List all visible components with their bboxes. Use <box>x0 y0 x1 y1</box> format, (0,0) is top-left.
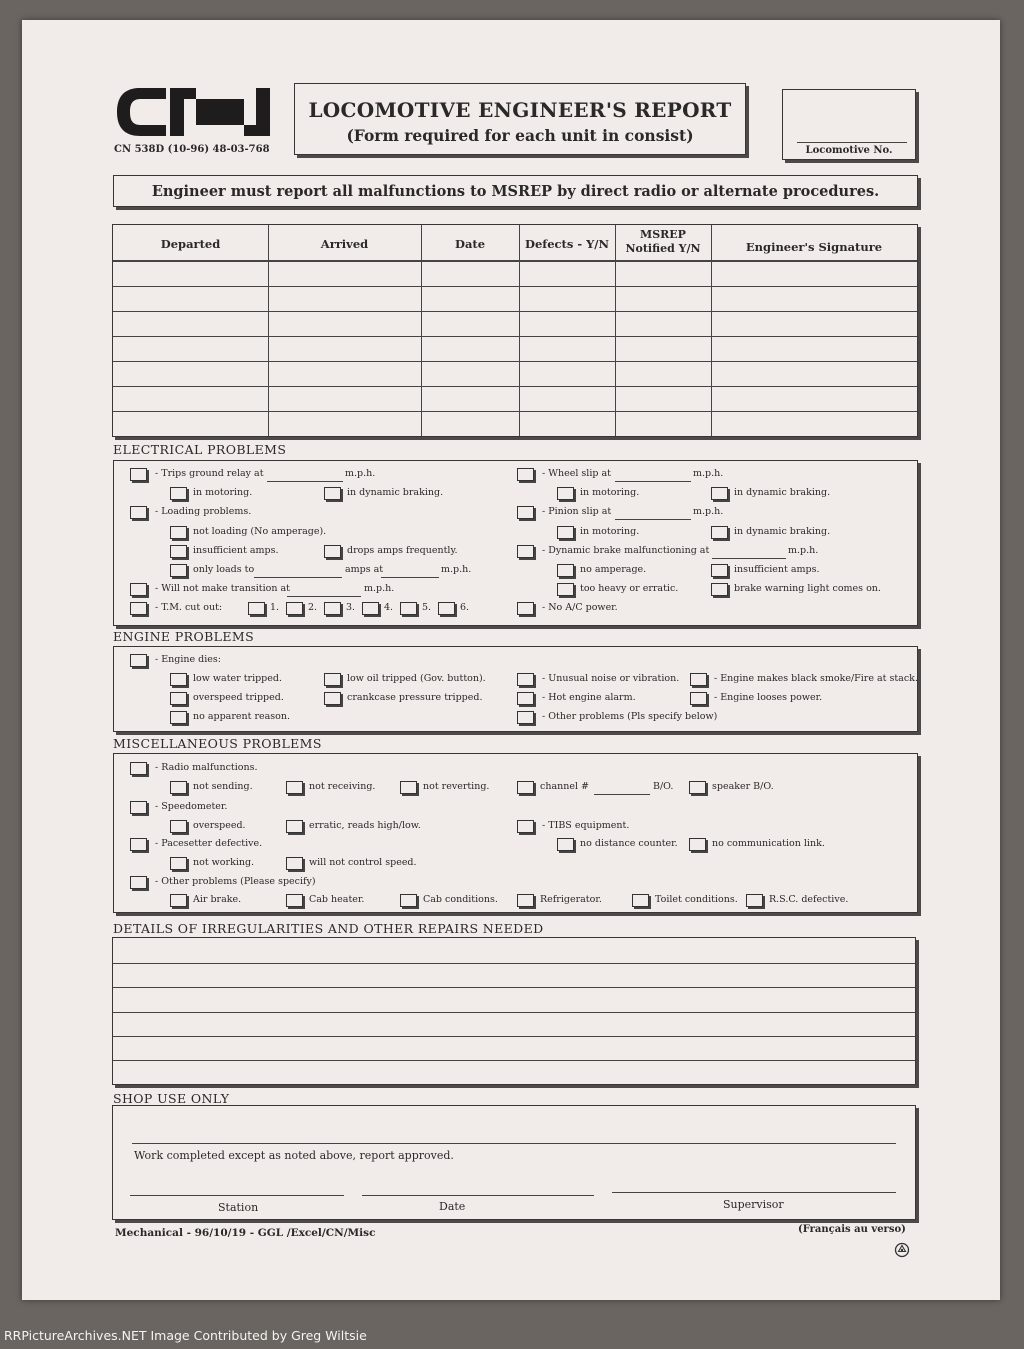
header-rule <box>113 260 917 262</box>
cab-conditions-checkbox[interactable] <box>400 894 417 907</box>
speaker-bo-label: speaker B/O. <box>712 781 774 792</box>
low-water-checkbox[interactable] <box>170 673 187 686</box>
date-field[interactable] <box>362 1195 594 1196</box>
air-brake-label: Air brake. <box>193 894 242 905</box>
table-divider <box>711 225 712 436</box>
misc-other-label: - Other problems (Please specify) <box>155 876 316 887</box>
engine-dies-label: - Engine dies: <box>155 654 221 665</box>
station-field[interactable] <box>130 1195 344 1196</box>
tm-5-checkbox[interactable] <box>400 602 417 615</box>
not-sending-label: not sending. <box>193 781 253 792</box>
in-dynamic-braking-label: in dynamic braking. <box>734 526 831 537</box>
no-ac-power-label: - No A/C power. <box>542 602 618 613</box>
supervisor-label: Supervisor <box>723 1198 784 1211</box>
speaker-bo-checkbox[interactable] <box>689 781 706 794</box>
will-not-control-label: will not control speed. <box>309 857 417 868</box>
wheel-slip-speed-field[interactable] <box>615 481 691 482</box>
table-row[interactable] <box>113 361 917 362</box>
no-apparent-reason-checkbox[interactable] <box>170 711 187 724</box>
details-line[interactable] <box>113 987 915 988</box>
wheel-slip-checkbox[interactable] <box>517 468 534 481</box>
pacesetter-checkbox[interactable] <box>130 838 147 851</box>
transition-checkbox[interactable] <box>130 583 147 596</box>
cab-heater-checkbox[interactable] <box>286 894 303 907</box>
dynamic-brake-speed-field[interactable] <box>712 558 786 559</box>
not-working-checkbox[interactable] <box>170 857 187 870</box>
looses-power-checkbox[interactable] <box>690 692 707 705</box>
cab-heater-label: Cab heater. <box>309 894 365 905</box>
pacesetter-label: - Pacesetter defective. <box>155 838 263 849</box>
too-heavy-checkbox[interactable] <box>557 583 574 596</box>
misc-section <box>113 753 918 913</box>
tibs-label: - TIBS equipment. <box>542 820 630 831</box>
report-title: LOCOMOTIVE ENGINEER'S REPORT <box>308 98 732 122</box>
overspeed-tripped-label: overspeed tripped. <box>193 692 284 703</box>
trips-ground-relay-label: - Trips ground relay at <box>155 468 264 479</box>
no-communication-checkbox[interactable] <box>689 838 706 851</box>
report-subtitle: (Form required for each unit in consist) <box>346 126 694 145</box>
tm-cut-out-checkbox[interactable] <box>130 602 147 615</box>
unusual-noise-label: - Unusual noise or vibration. <box>542 673 680 684</box>
details-line[interactable] <box>113 1036 915 1037</box>
mph-label: m.p.h. <box>788 545 819 556</box>
locomotive-number-box[interactable] <box>782 89 916 160</box>
brake-warning-label: brake warning light comes on. <box>734 583 881 594</box>
form-code: CN 538D (10-96) 48-03-768 <box>114 144 270 155</box>
speedometer-label: - Speedometer. <box>155 801 228 812</box>
crankcase-label: crankcase pressure tripped. <box>347 692 483 703</box>
no-communication-label: no communication link. <box>712 838 825 849</box>
no-amperage-checkbox[interactable] <box>557 564 574 577</box>
tm-6-checkbox[interactable] <box>438 602 455 615</box>
drops-amps-checkbox[interactable] <box>324 545 341 558</box>
footer-form-info: Mechanical - 96/10/19 - GGL /Excel/CN/Misc <box>115 1227 376 1239</box>
dynamic-insufficient-amps-checkbox[interactable] <box>711 564 728 577</box>
electrical-section <box>113 460 918 626</box>
table-row[interactable] <box>113 386 917 387</box>
msrep-banner <box>113 175 918 207</box>
not-loading-label: not loading (No amperage). <box>193 526 327 537</box>
channel-checkbox[interactable] <box>517 781 534 794</box>
ground-relay-dynamic-checkbox[interactable] <box>324 487 341 500</box>
dynamic-brake-label: - Dynamic brake malfunctioning at <box>542 545 710 556</box>
toilet-checkbox[interactable] <box>632 894 649 907</box>
no-apparent-reason-label: no apparent reason. <box>193 711 291 722</box>
no-distance-counter-checkbox[interactable] <box>557 838 574 851</box>
will-not-control-checkbox[interactable] <box>286 857 303 870</box>
pinion-slip-speed-field[interactable] <box>615 519 691 520</box>
recycle-icon <box>894 1242 910 1258</box>
table-divider <box>519 225 520 436</box>
drops-amps-label: drops amps frequently. <box>347 545 458 556</box>
engine-dies-checkbox[interactable] <box>130 654 147 667</box>
not-sending-checkbox[interactable] <box>170 781 187 794</box>
col-defects: Defects - Y/N <box>524 237 610 251</box>
unusual-noise-checkbox[interactable] <box>517 673 534 686</box>
mph-label: m.p.h. <box>693 468 724 479</box>
engine-other-problems-checkbox[interactable] <box>517 711 534 724</box>
tibs-checkbox[interactable] <box>517 820 534 833</box>
details-line[interactable] <box>113 963 915 964</box>
black-smoke-label: - Engine makes black smoke/Fire at stack. <box>714 673 918 684</box>
channel-number-field[interactable] <box>594 794 650 795</box>
details-line[interactable] <box>113 1012 915 1013</box>
tm-1-label: 1. <box>270 602 280 613</box>
low-water-label: low water tripped. <box>193 673 282 684</box>
air-brake-checkbox[interactable] <box>170 894 187 907</box>
col-msrep-notified: MSREP Notified Y/N <box>625 228 701 255</box>
in-motoring-label: in motoring. <box>193 487 253 498</box>
misc-other-checkbox[interactable] <box>130 876 147 889</box>
speedometer-checkbox[interactable] <box>130 801 147 814</box>
radio-label: - Radio malfunctions. <box>155 762 258 773</box>
rsc-checkbox[interactable] <box>746 894 763 907</box>
dynamic-insufficient-amps-label: insufficient amps. <box>734 564 820 575</box>
title-box <box>294 83 746 155</box>
erratic-label: erratic, reads high/low. <box>309 820 421 831</box>
tm-1-checkbox[interactable] <box>248 602 265 615</box>
mph-label: m.p.h. <box>441 564 472 575</box>
tm-2-label: 2. <box>308 602 318 613</box>
low-oil-checkbox[interactable] <box>324 673 341 686</box>
radio-checkbox[interactable] <box>130 762 147 775</box>
not-loading-checkbox[interactable] <box>170 526 187 539</box>
locomotive-number-line <box>797 142 907 143</box>
speedometer-overspeed-checkbox[interactable] <box>170 820 187 833</box>
table-divider <box>268 225 269 436</box>
supervisor-field[interactable] <box>612 1192 896 1193</box>
dynamic-brake-checkbox[interactable] <box>517 545 534 558</box>
no-distance-counter-label: no distance counter. <box>580 838 678 849</box>
overspeed-tripped-checkbox[interactable] <box>170 692 187 705</box>
ground-relay-motoring-checkbox[interactable] <box>170 487 187 500</box>
wheel-slip-label: - Wheel slip at <box>542 468 611 479</box>
engine-heading: ENGINE PROBLEMS <box>113 629 255 644</box>
wheel-slip-motoring-checkbox[interactable] <box>557 487 574 500</box>
misc-heading: MISCELLANEOUS PROBLEMS <box>113 736 322 751</box>
not-reverting-checkbox[interactable] <box>400 781 417 794</box>
amps-at-label: amps at <box>345 564 384 575</box>
trips-ground-relay-checkbox[interactable] <box>130 468 147 481</box>
tm-3-label: 3. <box>346 602 356 613</box>
col-date: Date <box>454 237 486 251</box>
in-motoring-label: in motoring. <box>580 487 640 498</box>
load-amps-field[interactable] <box>254 577 342 578</box>
pinion-slip-dynamic-checkbox[interactable] <box>711 526 728 539</box>
too-heavy-label: too heavy or erratic. <box>580 583 679 594</box>
not-receiving-checkbox[interactable] <box>286 781 303 794</box>
insufficient-amps-checkbox[interactable] <box>170 545 187 558</box>
col-arrived: Arrived <box>320 237 369 251</box>
table-row[interactable] <box>113 286 917 287</box>
black-smoke-checkbox[interactable] <box>690 673 707 686</box>
tm-4-label: 4. <box>384 602 394 613</box>
in-motoring-label: in motoring. <box>580 526 640 537</box>
table-row[interactable] <box>113 336 917 337</box>
tm-4-checkbox[interactable] <box>362 602 379 615</box>
no-ac-power-checkbox[interactable] <box>517 602 534 615</box>
approval-text: Work completed except as noted above, report approved. <box>134 1149 454 1162</box>
tm-5-label: 5. <box>422 602 432 613</box>
image-credit: RRPictureArchives.NET Image Contributed by Greg Wiltsie <box>4 1328 367 1343</box>
details-line[interactable] <box>113 1060 915 1061</box>
brake-warning-checkbox[interactable] <box>711 583 728 596</box>
cab-conditions-label: Cab conditions. <box>423 894 498 905</box>
only-loads-label: only loads to <box>193 564 255 575</box>
transition-label: - Will not make transition at <box>155 583 290 594</box>
col-departed: Departed <box>160 237 221 251</box>
mph-label: m.p.h. <box>364 583 395 594</box>
msrep-banner-text: Engineer must report all malfunctions to MSREP by direct radio or alternate procedures. <box>151 183 880 200</box>
report-form-sheet <box>22 20 1000 1300</box>
hot-engine-label: - Hot engine alarm. <box>542 692 636 703</box>
insufficient-amps-label: insufficient amps. <box>193 545 279 556</box>
wheel-slip-dynamic-checkbox[interactable] <box>711 487 728 500</box>
electrical-heading: ELECTRICAL PROBLEMS <box>113 442 287 457</box>
col-engineer-signature: Engineer's Signature <box>745 240 883 254</box>
in-dynamic-braking-label: in dynamic braking. <box>734 487 831 498</box>
crankcase-checkbox[interactable] <box>324 692 341 705</box>
not-working-label: not working. <box>193 857 255 868</box>
table-divider <box>421 225 422 436</box>
date-label: Date <box>439 1200 466 1213</box>
cn-logo <box>114 84 276 140</box>
refrigerator-checkbox[interactable] <box>517 894 534 907</box>
table-divider <box>615 225 616 436</box>
not-receiving-label: not receiving. <box>309 781 376 792</box>
details-box <box>112 937 916 1085</box>
locomotive-number-label: Locomotive No. <box>805 145 893 156</box>
loading-problems-label: - Loading problems. <box>155 506 252 517</box>
tm-2-checkbox[interactable] <box>286 602 303 615</box>
details-heading: DETAILS OF IRREGULARITIES AND OTHER REPAIRS NEEDED <box>113 921 544 936</box>
tm-6-label: 6. <box>460 602 470 613</box>
rsc-label: R.S.C. defective. <box>769 894 849 905</box>
in-dynamic-braking-label: in dynamic braking. <box>347 487 444 498</box>
no-amperage-label: no amperage. <box>580 564 647 575</box>
mph-label: m.p.h. <box>693 506 724 517</box>
engine-other-problems-label: - Other problems (Pls specify below) <box>542 711 718 722</box>
table-row[interactable] <box>113 311 917 312</box>
tm-cut-out-label: - T.M. cut out: <box>155 602 223 613</box>
footer-french-note: (Français au verso) <box>798 1224 906 1235</box>
channel-label: channel # <box>540 781 589 792</box>
load-speed-field[interactable] <box>381 577 439 578</box>
erratic-checkbox[interactable] <box>286 820 303 833</box>
table-row[interactable] <box>113 411 917 412</box>
low-oil-label: low oil tripped (Gov. button). <box>347 673 486 684</box>
loading-problems-checkbox[interactable] <box>130 506 147 519</box>
only-loads-checkbox[interactable] <box>170 564 187 577</box>
transition-speed-field[interactable] <box>287 596 361 597</box>
refrigerator-label: Refrigerator. <box>540 894 602 905</box>
hot-engine-checkbox[interactable] <box>517 692 534 705</box>
pinion-slip-label: - Pinion slip at <box>542 506 612 517</box>
trip-log-table <box>112 224 918 437</box>
ground-relay-speed-field[interactable] <box>267 481 343 482</box>
pinion-slip-motoring-checkbox[interactable] <box>557 526 574 539</box>
shop-notes-line[interactable] <box>132 1143 896 1144</box>
shop-heading: SHOP USE ONLY <box>113 1091 230 1106</box>
speedometer-overspeed-label: overspeed. <box>193 820 246 831</box>
toilet-label: Toilet conditions. <box>655 894 738 905</box>
not-reverting-label: not reverting. <box>423 781 490 792</box>
station-label: Station <box>218 1201 259 1214</box>
pinion-slip-checkbox[interactable] <box>517 506 534 519</box>
tm-3-checkbox[interactable] <box>324 602 341 615</box>
mph-label: m.p.h. <box>345 468 376 479</box>
looses-power-label: - Engine looses power. <box>714 692 823 703</box>
bo-label: B/O. <box>653 781 674 792</box>
